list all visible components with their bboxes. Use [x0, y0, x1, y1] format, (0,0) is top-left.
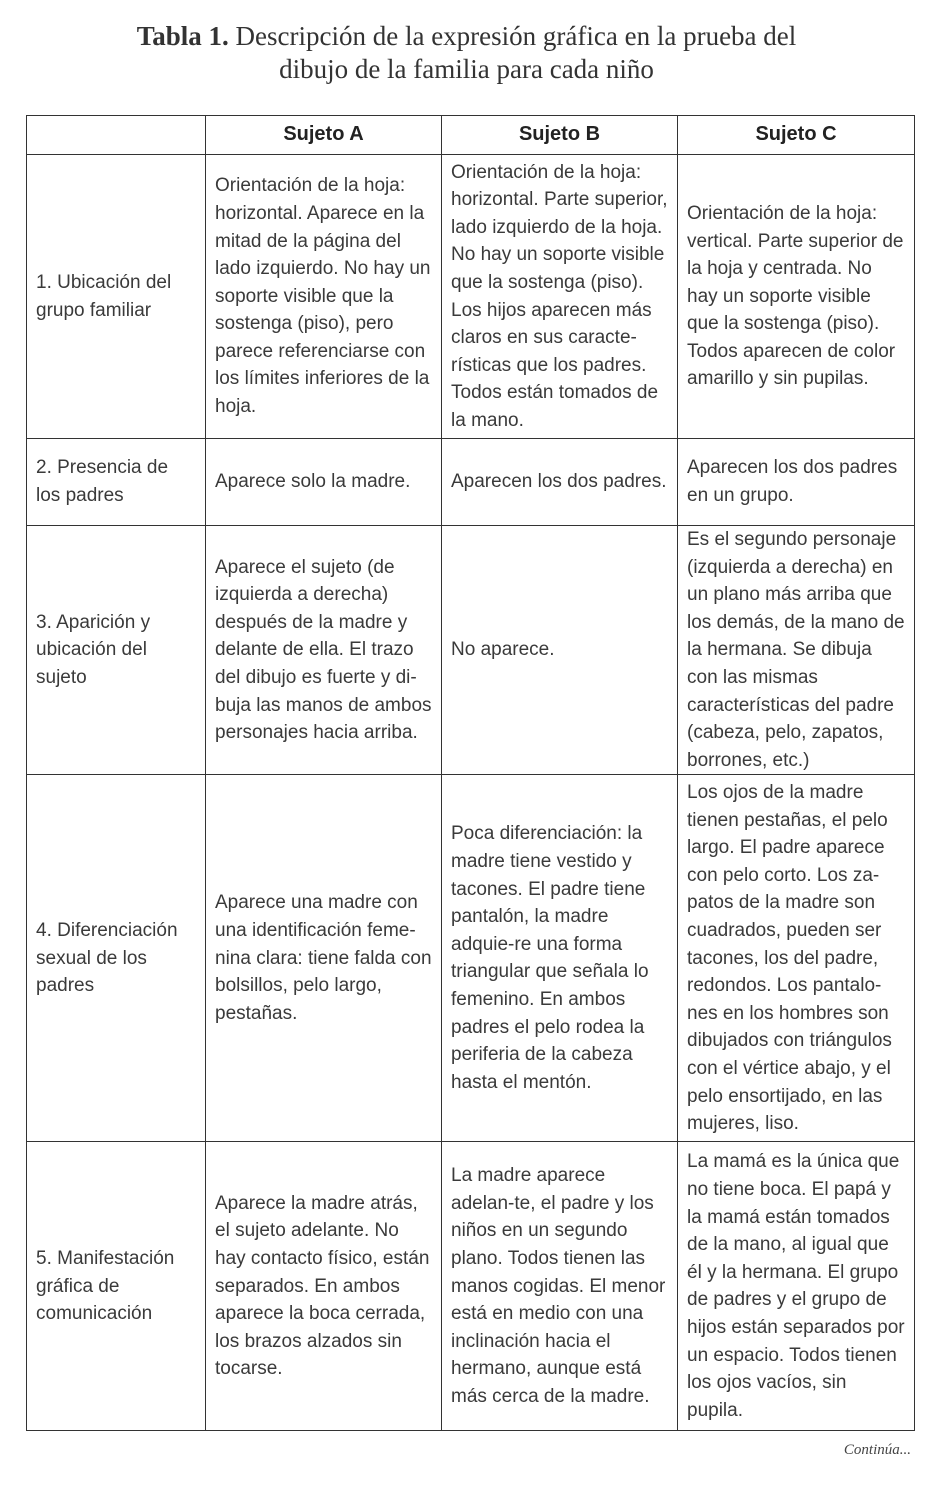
header-row	[27, 116, 915, 155]
row-criterion: 3. Aparición y ubicación del sujeto	[27, 526, 206, 775]
caption-title-line1: Descripción de la expresión gráfica en la prueba del	[235, 21, 797, 51]
header-criterion	[27, 116, 206, 155]
cell-sujeto-a: Aparece una madre con una identificación feme-nina clara: tiene falda con bolsillos, pelo largo, pestañas.	[206, 775, 442, 1142]
cell-sujeto-b: Poca diferenciación: la madre tiene vestido y tacones. El padre tiene pantalón, la madre adquie-re una forma triangular que señala lo femenino. En ambos padres el pelo rodea la periferia de la cabeza hasta el mentón.	[442, 775, 678, 1142]
cell-sujeto-a: Aparece la madre atrás, el sujeto adelante. No hay contacto físico, están separados. En ambos aparece la boca cerrada, los brazos alzados sin tocarse.	[206, 1142, 442, 1431]
cell-sujeto-c: Aparecen los dos padres en un grupo.	[678, 439, 915, 526]
table-row	[27, 1142, 915, 1431]
caption-title-line2: dibujo de la familia para cada niño	[279, 54, 654, 84]
family-drawing-table	[26, 115, 915, 1431]
row-criterion: 2. Presencia de los padres	[27, 439, 206, 526]
row-criterion: 4. Diferenciación sexual de los padres	[27, 775, 206, 1142]
cell-sujeto-b: No aparece.	[442, 526, 678, 775]
cell-sujeto-b: Orientación de la hoja: horizontal. Parte superior, lado izquierdo de la hoja. No hay un soporte visible que la sostenga (piso). Los hijos aparecen más claros en sus caracte-rísticas que los padres. Todos están tomados de la mano.	[442, 155, 678, 439]
cell-sujeto-b: Aparecen los dos padres.	[442, 439, 678, 526]
header-sujeto-c: Sujeto C	[678, 116, 915, 155]
table-caption	[0, 20, 933, 86]
cell-sujeto-a: Aparece solo la madre.	[206, 439, 442, 526]
cell-sujeto-a: Aparece el sujeto (de izquierda a derecha) después de la madre y delante de ella. El trazo del dibujo es fuerte y di-buja las manos de ambos personajes hacia arriba.	[206, 526, 442, 775]
caption-label: Tabla 1.	[136, 21, 229, 51]
table-row	[27, 775, 915, 1142]
continues-note: Continúa...	[843, 1442, 911, 1458]
table-row	[27, 439, 915, 526]
header-sujeto-b: Sujeto B	[442, 116, 678, 155]
header-sujeto-a: Sujeto A	[206, 116, 442, 155]
row-criterion: 1. Ubicación del grupo familiar	[27, 155, 206, 439]
cell-sujeto-a: Orientación de la hoja: horizontal. Aparece en la mitad de la página del lado izquierdo. No hay un soporte visible que la sostenga (piso), pero parece referenciarse con los límites inferiores de la hoja.	[206, 155, 442, 439]
cell-sujeto-c: Es el segundo personaje (izquierda a derecha) en un plano más arriba que los demás, de la mano de la hermana. Se dibuja con las mismas características del padre (cabeza, pelo, zapatos, borrones, etc.)	[678, 526, 915, 775]
row-criterion: 5. Manifestación gráfica de comunicación	[27, 1142, 206, 1431]
cell-sujeto-c: Orientación de la hoja: vertical. Parte superior de la hoja y centrada. No hay un soporte visible que la sostenga (piso). Todos aparecen de color amarillo y sin pupilas.	[678, 155, 915, 439]
cell-sujeto-c: Los ojos de la madre tienen pestañas, el pelo largo. El padre aparece con pelo corto. Los za-patos de la madre son cuadrados, pueden ser tacones, los del padre, redondos. Los pantalo-nes en los hombres son dibujados con triángulos con el vértice abajo, y el pelo ensortijado, en las mujeres, liso.	[678, 775, 915, 1142]
table-row	[27, 155, 915, 439]
table-row	[27, 526, 915, 775]
cell-sujeto-b: La madre aparece adelan-te, el padre y los niños en un segundo plano. Todos tienen las manos cogidas. El menor está en medio con una inclinación hacia el hermano, aunque está más cerca de la madre.	[442, 1142, 678, 1431]
cell-sujeto-c: La mamá es la única que no tiene boca. El papá y la mamá están tomados de la mano, al igual que él y la hermana. El grupo de padres y el grupo de hijos están separados por un espacio. Todos tienen los ojos vacíos, sin pupila.	[678, 1142, 915, 1431]
